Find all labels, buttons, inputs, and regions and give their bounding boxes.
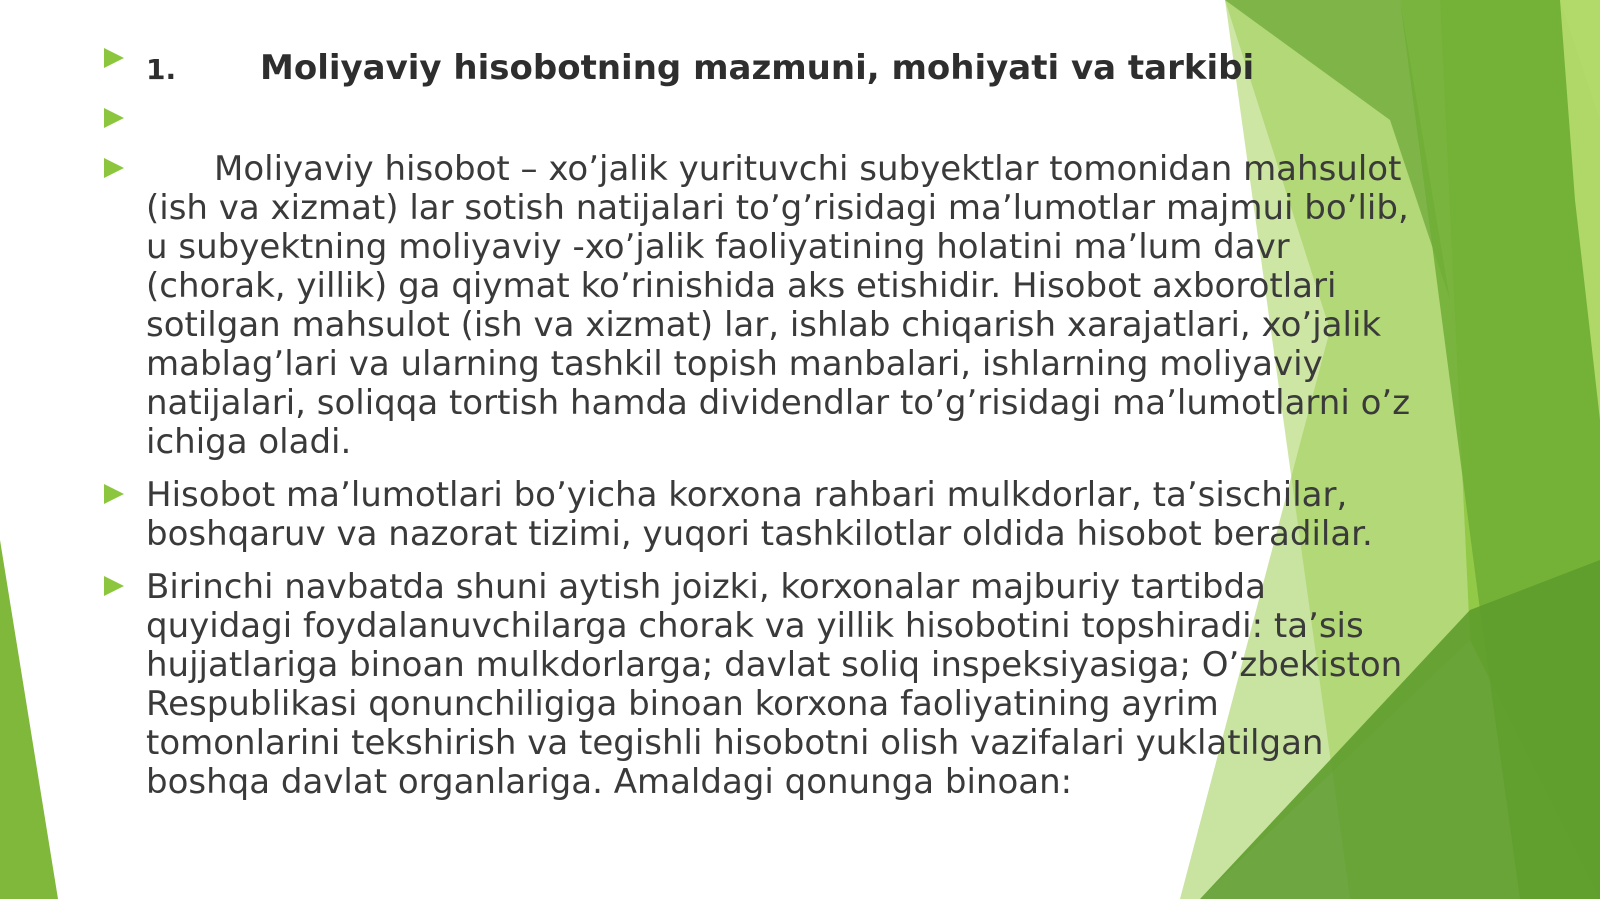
triangle-bullet-icon — [104, 576, 124, 596]
paragraph-text: Hisobot ma’lumotlari bo’yicha korxona rahbari mulkdorlar, ta’sischilar, boshqaruv va nazorat tizimi, yuqori tashkilotlar oldida hisobot beradilar. — [146, 475, 1373, 554]
slide-heading — [100, 40, 1420, 96]
paragraph-obligations — [100, 568, 1420, 802]
heading-title: Moliyaviy hisobotning mazmuni, mohiyati va tarkibi — [260, 48, 1255, 88]
triangle-bullet-icon — [104, 158, 124, 178]
paragraph-reporting — [100, 476, 1420, 554]
triangle-bullet-icon — [104, 484, 124, 504]
paragraph-definition — [100, 150, 1420, 462]
paragraph-text: Moliyaviy hisobot – xo’jalik yurituvchi subyektlar tomonidan mahsulot (ish va xizmat) lar sotish natijalari to’g’risidagi ma’lumotlar majmui bo’lib, u subyektning moliyaviy -xo’jalik faoliyatining holatini ma’lum davr (chorak, yillik) ga qiymat ko’rinishida aks etishidir. Hisobot axborotlari sotilgan mahsulot (ish va xizmat) lar, ishlab chiqarish xarajatlari, xo’jalik mablag’lari va ularning tashkil topish manbalari, ishlarning moliyaviy natijalari, soliqqa tortish hamda dividendlar to’g’risidagi ma’lumotlarni o’z ichiga oladi. — [146, 149, 1411, 462]
slide-content — [100, 40, 1420, 802]
heading-number: 1. — [146, 53, 177, 86]
empty-bullet — [100, 96, 1420, 150]
triangle-bullet-icon — [104, 48, 124, 68]
triangle-bullet-icon — [104, 108, 124, 128]
paragraph-text: Birinchi navbatda shuni aytish joizki, korxonalar majburiy tartibda quyidagi foydalanuvchilarga chorak va yillik hisobotini topshiradi: ta’sis hujjatlariga binoan mulkdorlarga; davlat soliq inspeksiyasiga; O’zbekiston Respublikasi qonunchiligiga binoan korxona faoliyatining ayrim tomonlarini tekshirish va tegishli hisobotni olish vazifalari yuklatilgan boshqa davlat organlariga. Amaldagi qonunga binoan: — [146, 567, 1403, 802]
left-green-sliver — [0, 540, 58, 899]
